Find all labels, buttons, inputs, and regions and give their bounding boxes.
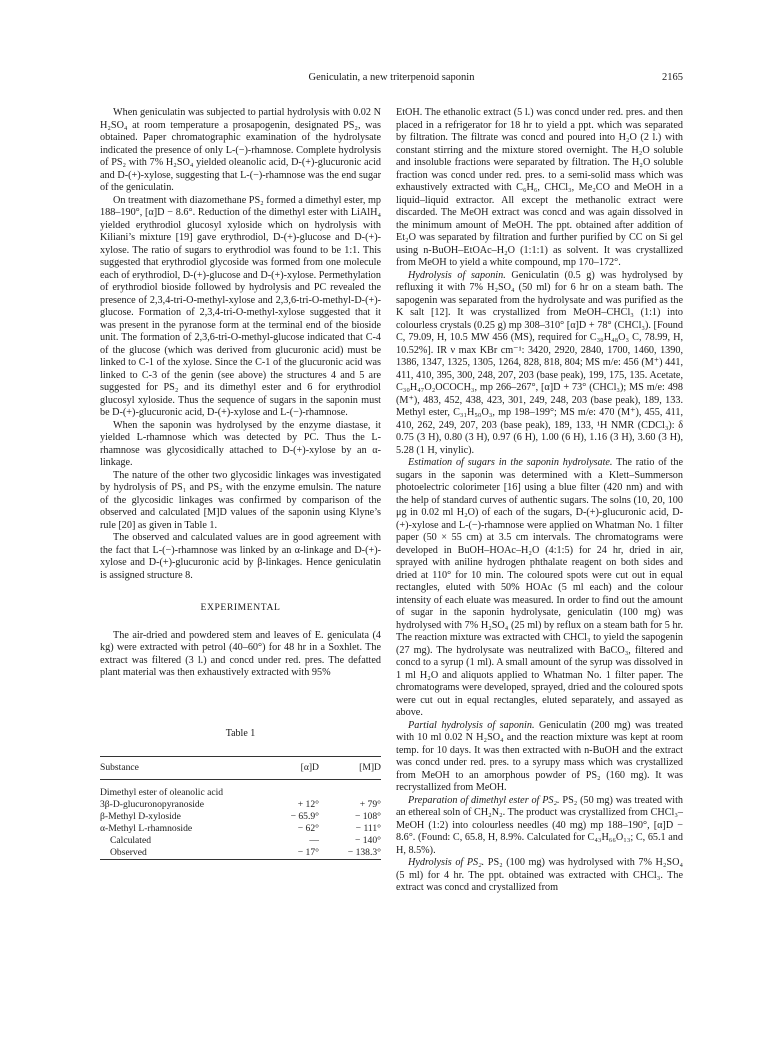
running-header [100, 72, 683, 88]
running-title: Geniculatin, a new triterpenoid saponin [308, 72, 475, 83]
body-paragraph: The nature of the other two glycosidic linkages was investigated by hydrolysis of PS₁ and PS₂ with the enzyme emulsin. The nature of the glycosidic linkages was confirmed by comparison of the observed and calculated [M]D values of the saponin using Klyne’s rule [20] as given in Table 1. [100, 469, 381, 531]
body-paragraph [396, 457, 683, 720]
paragraph-lead: Hydrolysis of saponin. [408, 269, 506, 281]
table-cell-m [319, 780, 381, 800]
table-cell-alpha: − 65.9° [290, 811, 319, 822]
table-header-row [100, 757, 381, 780]
body-paragraph [396, 857, 683, 895]
paragraph-text: PS₂ (50 mg) was treated with an ethereal soln of CH₂N₂. The product was crystallized from CHCl₃–MeOH (1:2) into colourless needles (40 mg) mp 188–190°, [α]D − 8.6°. (Found: C, 65.8, H, 8.9%. Calculated for C₄₃H₆₆O₁₃; C, 65.1 and H, 8.5%). [396, 794, 683, 856]
paragraph-text: Geniculatin (200 mg) was treated with 10 ml 0.02 N H₂SO₄ and the reaction mixture was kept at room temp. for 10 days. It was then extracted with n-BuOH and the extract was concd under red. pres. to a syrupy mass which was crystallized from MeOH to an amorphous powder of PS₂ (160 mg). It was recrystallized from MeOH. [396, 719, 683, 793]
table-cell-substance: β-Methyl D-xyloside [100, 811, 181, 822]
right-column [396, 107, 683, 895]
body-paragraph [396, 795, 683, 858]
table-cell-m: − 140° [354, 835, 381, 846]
experimental-heading: EXPERIMENTAL [200, 602, 281, 613]
table-header-m: [M]D [359, 762, 381, 773]
paragraph-text: EtOH. The ethanolic extract (5 l.) was concd under red. pres. and then placed in a refrigerator for 18 hr to yield a ppt. which was separated by filtration. The filtrate was concd and poured into H₂O (2 l.) with constant stirring and the mixture stored overnight. The H₂O soluble and insoluble fractions were separated by filtration. The H₂O soluble fraction was concd under red. pres. to a semi-solid mass which was exhaustively extracted with C₆H₆, CHCl₃, Me₂CO and MeOH in a liquid–liquid extractor. All except the methanolic extract were discarded. The MeOH extract was concd and was again dissolved in the minimum amount of MeOH. The ppt. obtained after addition of Et₂O was separated by filtration and further purified by CC on Si gel using n-BuOH–EtOAc–H₂O (1:1:1) as solvent. It was crystallized from MeOH to yield a white compound, mp 170–172°. [396, 107, 683, 268]
table-row [100, 811, 381, 823]
table-cell-alpha [257, 780, 319, 800]
left-column [100, 107, 381, 860]
body-paragraph: On treatment with diazomethane PS₂ formed a dimethyl ester, mp 188–190°, [α]D − 8.6°. Reduction of the dimethyl ester with LiAlH₄ yielded erythrodiol glucosyl xyloside which on hydrolysis with Kiliani’s mixture [19] gave erythrodiol, D-(+)-glucose and D-(+)-xylose. The ratio of sugars to erythrodiol was found to be 1:1. This suggested that erythrodiol glycoside was formed from one molecule each of erythrodiol, D-(+)-glucose and D-(+)-xylose. Permethylation of erythrodiol bioside followed by hydrolysis and PC revealed the presence of 2,3,4-tri-O-methyl-xylose and 2,3,6-tri-O-methyl-D-(+)-glucose. Formation of 2,3,4-tri-O-methyl-xylose suggested that it was present in the pyranose form at the terminal end of the bioside unit. The formation of 2,3,6-tri-O-methyl-glucose indicated that C-4 of the glucose (which was derived from glucuronic acid) must be linked to C-1 of the xylose. Since the C-1 of the glucuronic acid was linked to C-3 of the genin (see above) the structures 4 and 5 are suggested for PS₂ and its dimethyl ester and 6 for erythrodiol glucosyl xyloside. Thus the sequence of sugars in the saponin must be D-(+)-glucuronic acid, D-(+)-xylose and L-(−)-rhamnose. [100, 194, 381, 418]
table-cell-alpha: + 12° [297, 799, 319, 810]
paragraph-lead: Partial hydrolysis of saponin. [408, 719, 535, 731]
table-cell-substance: Calculated [110, 835, 152, 846]
table-cell-m: − 138.3° [347, 847, 381, 858]
paragraph-lead: Hydrolysis of PS₂. [408, 857, 485, 868]
table-caption: Table 1 [225, 727, 256, 739]
paragraph-lead: Preparation of dimethyl ester of PS₂. [408, 794, 560, 806]
body-paragraph [396, 270, 683, 458]
table-cell-substance: 3β-D-glucuronopyranoside [100, 799, 204, 810]
page-number: 2165 [662, 72, 683, 83]
table-row [100, 823, 381, 835]
body-paragraph: The observed and calculated values are in good agreement with the fact that L-(−)-rhamnose was linked by an α-linkage and D-(+)-xylose and D-(+)-glucuronic acid by β-linkages. Hence geniculatin is assigned structure 8. [100, 532, 381, 581]
table-row [100, 799, 381, 811]
table-cell-substance: α-Methyl L-rhamnoside [100, 823, 193, 834]
table-row [100, 780, 381, 800]
body-paragraph: When the saponin was hydrolysed by the enzyme diastase, it yielded L-rhamnose which was detected by PC. Thus the L-rhamnose was glycosidically attached to D-(+)-xylose by an α-linkage. [100, 419, 381, 468]
table-cell-m: − 111° [355, 823, 381, 834]
table-cell-substance: Dimethyl ester of oleanolic acid [100, 787, 224, 798]
table-cell-m: + 79° [359, 799, 381, 810]
body-paragraph [396, 107, 683, 270]
table-header-substance: Substance [100, 762, 139, 773]
table-cell-alpha: — [309, 835, 319, 846]
paragraph-text: The ratio of the sugars in the saponin was determined with a Klett–Summerson photoelectric colorimeter [16] using a blue filter (420 nm) and with the help of standard curves of authentic sugars. The solns (10, 20, 100 μg in 0.02 ml H₂O) of each of the sugars, D-(+)-glucuronic acid, D-(+)-xylose and L-(−)-rhamnose were applied on Whatman No. 1 filter paper (50 × 55 cm) at 3.5 cm intervals. The chromatograms were developed in BuOH–HOAc–H₂O (4:1:5) for 24 hr, dried in air, sprayed with aniline hydrogen phthalate reagent on both sides and dried at 110° for 10 min. The coloured spots were cut out in equal rectangles, eluted with 50% HOAc (5 ml each) and the colour intensity of each eluate was measured. In order to find out the amount of sugar in the saponin hydrolysate, geniculatin (100 mg) was hydrolysed with 7% H₂SO₄ (25 ml) by reflux on a steam bath for 5 hr. The reaction mixture was extracted with CHCl₃ to yield the sapogenin (27 mg). The hydrolysate was neutralized with BaCO₃, filtered and concd to a syrup (1 ml). A small amount of the syrup was dissolved in 1 ml H₂O and aliquots applied to Whatman No. 1 filter paper. The chromatograms were developed, sprayed, dried and the coloured spots were cut out in equal rectangles, eluted separately, and assayed as above. [396, 457, 683, 718]
table-row [100, 847, 381, 860]
body-paragraph: When geniculatin was subjected to partial hydrolysis with 0.02 N H₂SO₄ at room temperature a prosapogenin, designated PS₂, was obtained. Paper chromatographic examination of the hydrolysate indicated the presence of only L-(−)-rhamnose. Complete hydrolysis of PS₂ with 7% H₂SO₄ yielded oleanolic acid, D-(+)-glucuronic acid and D-(+)-xylose, suggesting that L-(−)-rhamnose was the end sugar of the geniculatin. [100, 107, 381, 193]
paragraph-text: PS₂ (100 mg) was hydrolysed with 7% H₂SO₄ (5 ml) for 4 hr. The ppt. obtained was extracted with CHCl₃. The extract was concd and crystallized from [396, 857, 684, 893]
experimental-paragraph: The air-dried and powdered stem and leaves of E. geniculata (4 kg) were extracted with petrol (40–60°) for 48 hr in a Soxhlet. The extract was filtered (3 l.) and concd under red. pres. The defatted plant material was then exhaustively extracted with 95% [100, 629, 381, 678]
paragraph-text: Geniculatin (0.5 g) was hydrolysed by refluxing it with 7% H₂SO₄ (50 ml) for 6 hr on a steam bath. The sapogenin was separated from the hydrolysate and was purified as the K salt [12]. It was crystallized from MeOH–CHCl₃ (1:1) into colourless crystals (0.25 g) mp 308–310° [α]D + 78° (CHCl₃). [Found C, 79.09, H, 10.5 MW 456 (MS), required for C₃₀H₄₈O₃ C, 78.99, H, 10.52%]. IR ν max KBr cm⁻¹: 3420, 2920, 2840, 1700, 1460, 1390, 1386, 1347, 1325, 1305, 1264, 828, 818, 804; MS m/e: 456 (M⁺) 441, 411, 410, 395, 300, 248, 207, 203 (base peak), 199, 175, 135. Acetate, C₃₀H₄₇O₂OCOCH₃, mp 266–267°, [α]D + 73° (CHCl₃); MS m/e: 498 (M⁺), 483, 452, 438, 423, 301, 249, 248, 203 (base peak), 189, 133. Methyl ester, C₃₁H₅₀O₃, mp 198–199°; MS m/e: 470 (M⁺), 455, 411, 410, 262, 249, 207, 203 (base peak), 189, 133, ¹H NMR (CDCl₃): δ 0.75 (3 H), 0.80 (3 H), 0.97 (6 H), 1.00 (6 H), 1.16 (3 H), 3.60 (3 H), 5.28 (1 H, vinylic). [396, 269, 683, 456]
table-cell-alpha: − 17° [297, 847, 319, 858]
body-paragraph [396, 720, 683, 795]
table-header-alpha: [α]D [300, 762, 319, 773]
rotation-table [100, 756, 381, 860]
table-row [100, 835, 381, 847]
table-cell-substance: Observed [110, 847, 147, 858]
table-cell-alpha: − 62° [297, 823, 319, 834]
table-cell-m: − 108° [354, 811, 381, 822]
paragraph-lead: Estimation of sugars in the saponin hydrolysate. [408, 457, 613, 468]
